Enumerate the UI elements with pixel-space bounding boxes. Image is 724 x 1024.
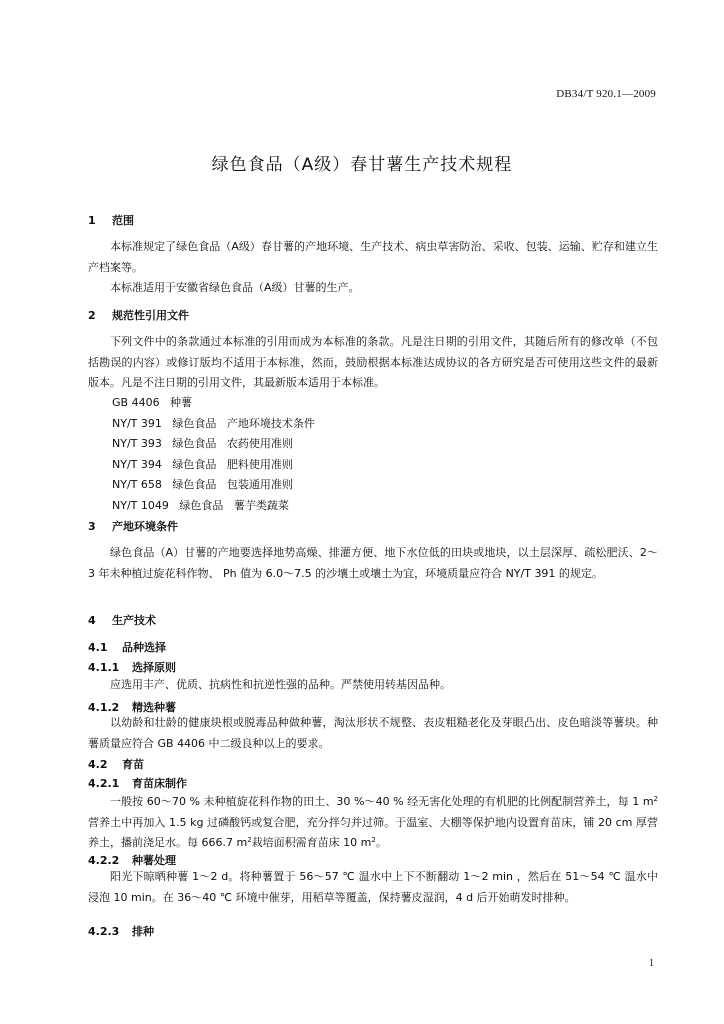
section-4-heading: 4 生产技术 xyxy=(88,614,156,627)
section-4-1-heading: 4.1 品种选择 xyxy=(88,641,166,654)
section-4-2-2-paragraph: 阳光下晾晒种薯 1～2 d。将种薯置于 56～57 ℃ 温水中上下不断翻动 1～2 min ，然后在 51～54 ℃ 温水中浸泡 10 min。在 36～40 ℃ 环境中催芽，用稻草等覆盖，保持薯皮湿润，4 d 后开始萌发时排种。 xyxy=(88,870,658,904)
section-3-heading: 3 产地环境条件 xyxy=(88,520,178,533)
section-3-paragraph-1: 绿色食品（A）甘薯的产地要选择地势高燥、排灌方便、地下水位低的田块或地块，以土层深厚、疏松肥沃、2～3 年未种植过旋花科作物、 Ph 值为 6.0～7.5 的沙壤土或壤土为宜，环境质量应符合 NY/T 391 的规定。 xyxy=(88,546,658,580)
section-4-2-heading: 4.2 育苗 xyxy=(88,758,144,771)
reference-item: NY/T 393 绿色食品 农药使用准则 xyxy=(112,437,293,450)
page-number: 1 xyxy=(649,958,654,969)
section-4-1-1-paragraph: 应选用丰产、优质、抗病性和抗逆性强的品种。严禁使用转基因品种。 xyxy=(110,678,451,691)
section-4-1-2-paragraph: 以幼龄和壮龄的健康块根或脱毒品种做种薯，淘汰形状不规整、表皮粗糙老化及芽眼凸出、皮色暗淡等薯块。种薯质量应符合 GB 4406 中二级良种以上的要求。 xyxy=(88,716,658,750)
section-4-1-2-heading: 4.1.2 精选种薯 xyxy=(88,701,176,714)
section-4-2-1-heading: 4.2.1 育苗床制作 xyxy=(88,777,187,790)
section-4-2-1-paragraph: 一般按 60～70 % 未种植旋花科作物的田土、30 %～40 % 经无害化处理的有机肥的比例配制营养土，每 1 $m^2$营养土中再加入 1.5 kg 过磷酸钙或复合肥，充分拌匀并过筛。于温室、大棚等保护地内设置育苗床，铺 20 cm 厚营养土，播前浇足水。每 666.7 $m^2$栽培面积需育苗床 10 $m^2$。 xyxy=(88,795,658,849)
section-1-heading: 1 范围 xyxy=(88,214,134,227)
section-1-paragraph-2: 本标准适用于安徽省绿色食品（A级）甘薯的生产。 xyxy=(110,281,360,294)
section-2-heading: 2 规范性引用文件 xyxy=(88,309,189,322)
standard-code: DB34/T 920.1—2009 xyxy=(556,88,656,100)
section-2-paragraph-1: 下列文件中的条款通过本标准的引用而成为本标准的条款。凡是注日期的引用文件，其随后所有的修改单（不包括勘误的内容）或修订版均不适用于本标准，然而，鼓励根据本标准达成协议的各方研究是否可使用这些文件的最新版本。凡是不注日期的引用文件，其最新版本适用于本标准。 xyxy=(88,335,658,389)
section-1-paragraph-1: 本标准规定了绿色食品（A级）春甘薯的产地环境、生产技术、病虫草害防治、采收、包装、运输、贮存和建立生产档案等。 xyxy=(88,240,658,274)
section-4-2-3-heading: 4.2.3 排种 xyxy=(88,925,154,938)
document-title: 绿色食品（A级）春甘薯生产技术规程 xyxy=(211,155,513,175)
reference-item: GB 4406 种薯 xyxy=(112,396,193,409)
reference-item: NY/T 658 绿色食品 包装通用准则 xyxy=(112,478,293,491)
reference-item: NY/T 391 绿色食品 产地环境技术条件 xyxy=(112,416,315,430)
reference-list xyxy=(112,393,315,516)
section-4-2-2-heading: 4.2.2 种薯处理 xyxy=(88,854,176,867)
reference-item: NY/T 394 绿色食品 肥料使用准则 xyxy=(112,457,293,471)
reference-item: NY/T 1049 绿色食品 薯芋类蔬菜 xyxy=(112,498,289,512)
section-4-1-1-heading: 4.1.1 选择原则 xyxy=(88,661,176,674)
